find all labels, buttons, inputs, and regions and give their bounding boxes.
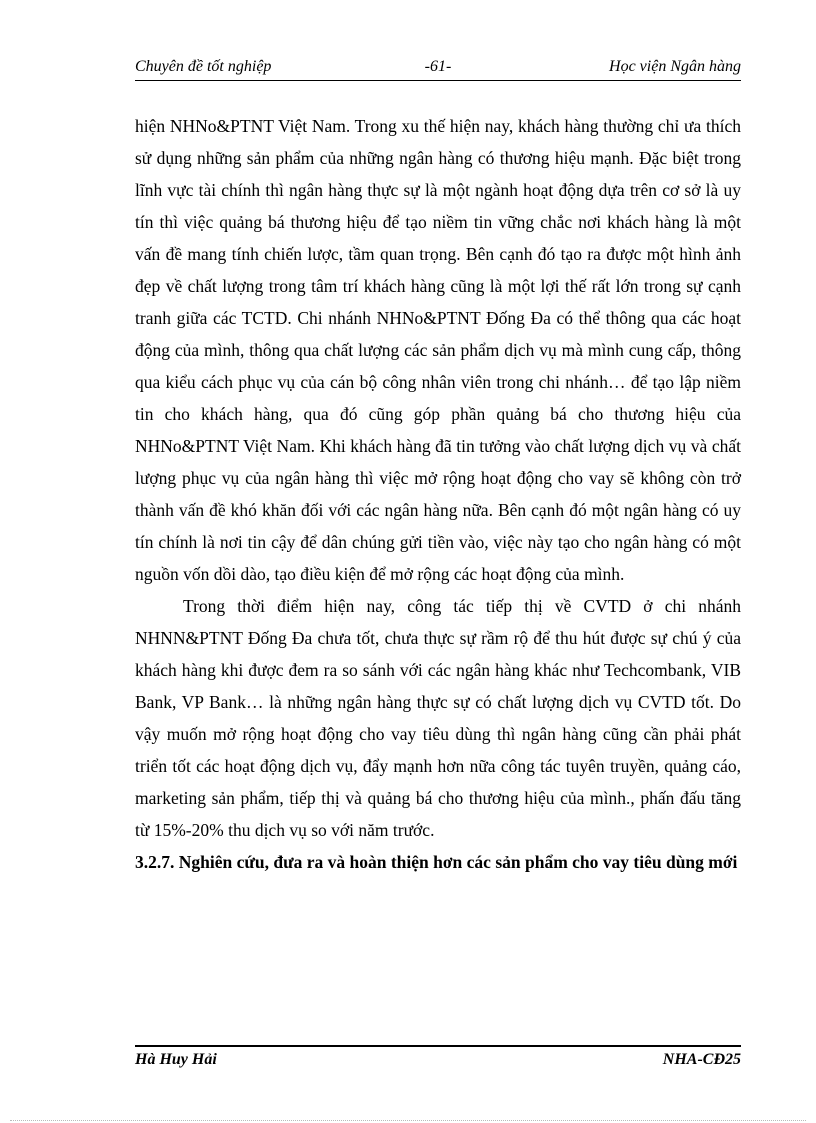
page-number: -61- (424, 58, 452, 75)
page-header (135, 58, 741, 81)
footer-class-code: NHA-CĐ25 (662, 1051, 741, 1068)
footer-author: Hà Huy Hải (135, 1051, 217, 1068)
page-bottom-edge (10, 1120, 806, 1121)
paragraph-marketing: Trong thời điểm hiện nay, công tác tiếp thị về CVTD ở chi nhánh NHNN&PTNT Đống Đa chưa tốt, chưa thực sự rầm rộ để thu hút được sự chú ý của khách hàng khi được đem ra so sánh với các ngân hàng khác như Techcombank, VIB Bank, VP Bank… là những ngân hàng thực sự có chất lượng dịch vụ CVTD tốt. Do vậy muốn mở rộng hoạt động cho vay tiêu dùng thì ngân hàng cũng cần phải phát triển tốt các hoạt động dịch vụ, đẩy mạnh hơn nữa công tác tuyên truyền, quảng cáo, marketing sản phẩm, tiếp thị và quảng bá cho thương hiệu của mình., phấn đấu tăng từ 15%-20% thu dịch vụ so với năm trước. (135, 596, 741, 840)
page-body (135, 110, 741, 878)
header-institution: Học viện Ngân hàng (609, 58, 741, 75)
header-document-type: Chuyên đề tốt nghiệp (135, 58, 272, 75)
section-heading: 3.2.7. Nghiên cứu, đưa ra và hoàn thiện hơn các sản phẩm cho vay tiêu dùng mới (135, 852, 738, 872)
paragraph-continuation: hiện NHNo&PTNT Việt Nam. Trong xu thế hiện nay, khách hàng thường chỉ ưa thích sử dụng những sản phẩm của những ngân hàng có thương hiệu mạnh. Đặc biệt trong lĩnh vực tài chính thì ngân hàng thực sự là một ngành hoạt động dựa trên cơ sở là uy tín thì việc quảng bá thương hiệu để tạo niềm tin vững chắc nơi khách hàng là một vấn đề mang tính chiến lược, tầm quan trọng. Bên cạnh đó tạo ra được một hình ảnh đẹp về chất lượng trong tâm trí khách hàng cũng là một lợi thế rất lớn trong sự cạnh tranh giữa các TCTD. Chi nhánh NHNo&PTNT Đống Đa có thể thông qua các hoạt động của mình, thông qua chất lượng các sản phẩm dịch vụ mà mình cung cấp, thông qua kiểu cách phục vụ của cán bộ công nhân viên trong chi nhánh… để tạo lập niềm tin cho khách hàng, qua đó cũng góp phần quảng bá cho thương hiệu của NHNo&PTNT Việt Nam. Khi khách hàng đã tin tưởng vào chất lượng dịch vụ và chất lượng phục vụ của ngân hàng thì việc mở rộng hoạt động cho vay sẽ không còn trở thành vấn đề khó khăn đối với các ngân hàng nữa. Bên cạnh đó một ngân hàng có uy tín chính là nơi tin cậy để dân chúng gửi tiền vào, việc này tạo cho ngân hàng có một nguồn vốn dồi dào, tạo điều kiện để mở rộng các hoạt động của mình. (135, 116, 741, 584)
page-footer (135, 1045, 741, 1073)
